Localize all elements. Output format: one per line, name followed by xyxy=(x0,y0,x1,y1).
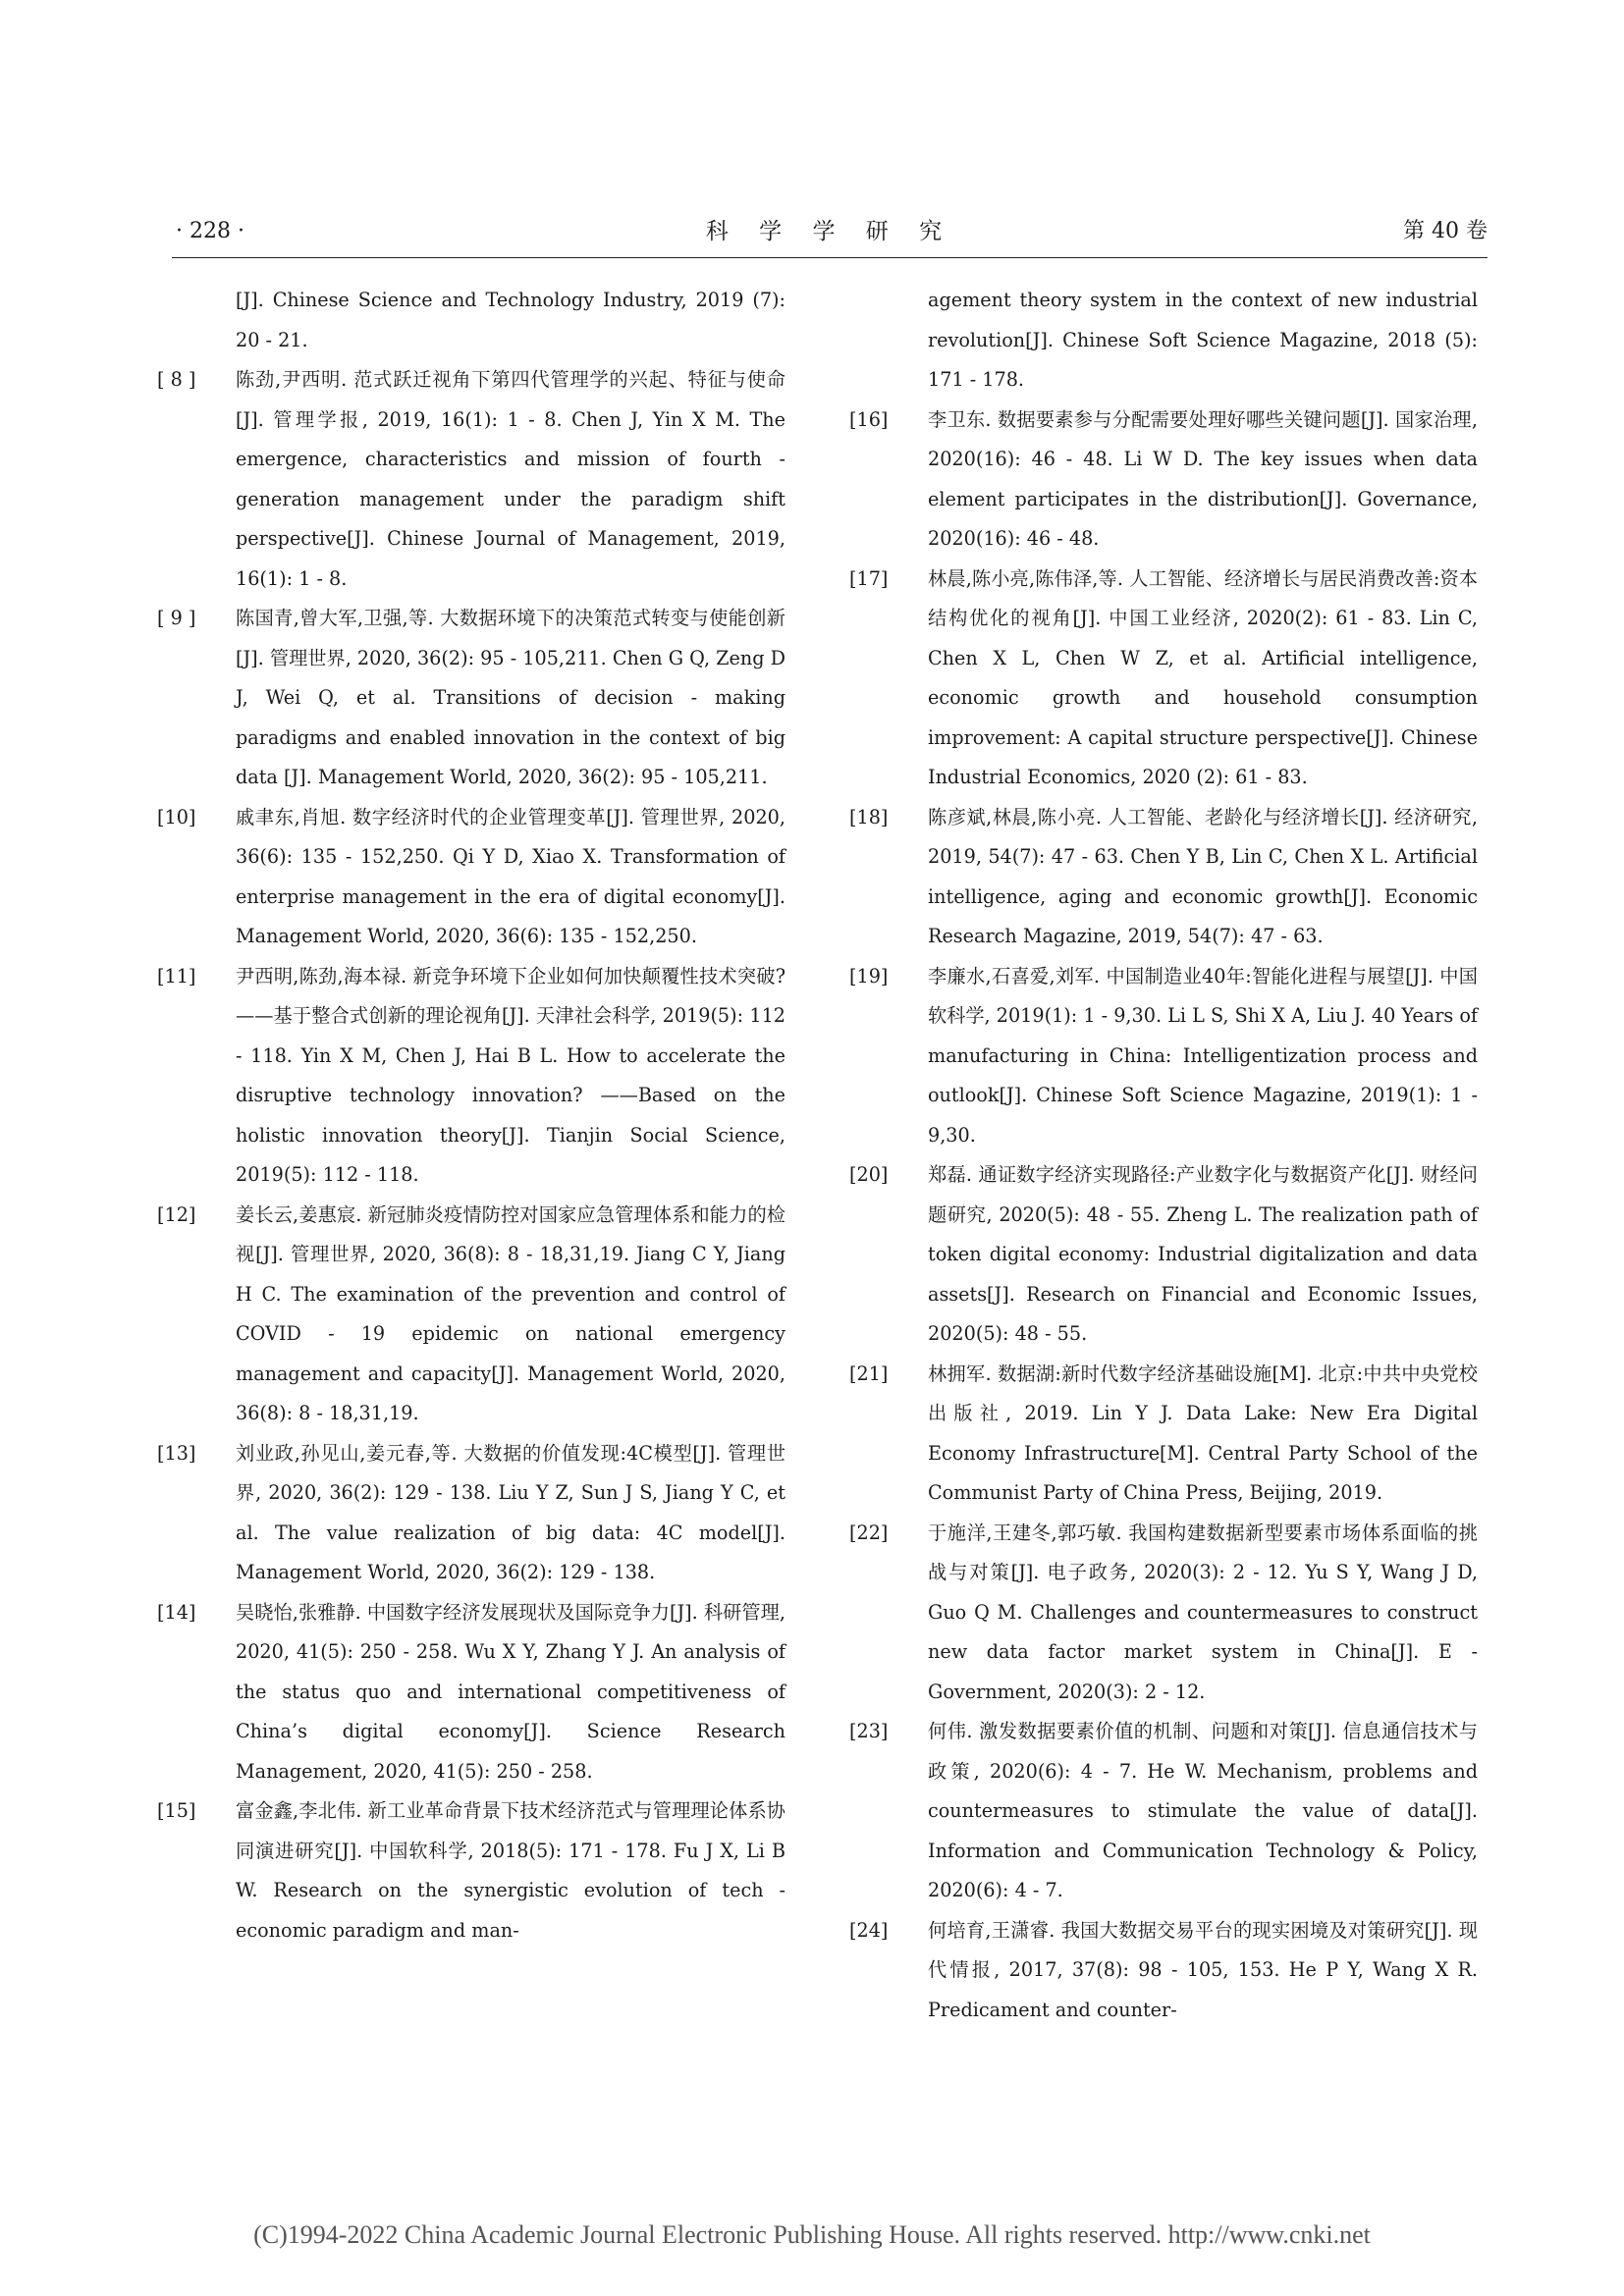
reference-text: 戚聿东,肖旭. 数字经济时代的企业管理变革[J]. 管理世界, 2020, 36(6): 135 - 152,250. Qi Y D, Xiao X. Transformation of enterprise management in the era of digital economy[J]. Management World, 2020, 36(6): 135 - 152,250. xyxy=(236,805,785,947)
reference-text: 姜长云,姜惠宸. 新冠肺炎疫情防控对国家应急管理体系和能力的检视[J]. 管理世界, 2020, 36(8): 8 - 18,31,19. Jiang C Y, Jiang H C. The examination of the prevention and control of COVID - 19 epidemic on national emergency management and capacity[J]. Management World, 2020, 36(8): 8 - 18,31,19. xyxy=(236,1202,785,1424)
reference-entry xyxy=(849,798,1478,957)
reference-text: 陈彦斌,林晨,陈小亮. 人工智能、老龄化与经济增长[J]. 经济研究, 2019, 54(7): 47 - 63. Chen Y B, Lin C, Chen X L. Artificial intelligence, aging and economic growth[J]. Economic Research Magazine, 2019, 54(7): 47 - 63. xyxy=(928,805,1478,947)
right-column xyxy=(849,281,1478,2030)
reference-text: 陈国青,曾大军,卫强,等. 大数据环境下的决策范式转变与使能创新[J]. 管理世界, 2020, 36(2): 95 - 105,211. Chen G Q, Zeng D J, Wei Q, et al. Transitions of decision - making paradigms and enabled innovation in the context of big data [J]. Management World, 2020, 36(2): 95 - 105,211. xyxy=(236,607,785,788)
reference-text: agement theory system in the context of new industrial revolution[J]. Chinese Soft Science Magazine, 2018 (5): 171 - 178. xyxy=(928,289,1478,391)
reference-entry xyxy=(849,1514,1478,1713)
reference-text: 林拥军. 数据湖:新时代数字经济基础设施[M]. 北京:中共中央党校出版社, 2019. Lin Y J. Data Lake: New Era Digital Economy Infrastructure[M]. Central Party School of the Communist Party of China Press, Beijing, 2019. xyxy=(928,1362,1478,1504)
reference-entry xyxy=(849,1355,1478,1514)
reference-text: 郑磊. 通证数字经济实现路径:产业数字化与数据资产化[J]. 财经问题研究, 2020(5): 48 - 55. Zheng L. The realization path of token digital economy: Industrial digitalization and data assets[J]. Research on Financial and Economic Issues, 2020(5): 48 - 55. xyxy=(928,1163,1478,1345)
reference-number: [ 8 ] xyxy=(157,368,196,391)
reference-entry xyxy=(157,1196,785,1434)
reference-number: [17] xyxy=(849,566,889,590)
reference-number: [ 9 ] xyxy=(157,607,196,629)
reference-number: [18] xyxy=(849,805,889,828)
reference-entry xyxy=(157,1593,785,1792)
reference-number: [22] xyxy=(849,1521,889,1544)
reference-text: 尹西明,陈劲,海本禄. 新竞争环境下企业如何加快颠覆性技术突破?——基于整合式创新的理论视角[J]. 天津社会科学, 2019(5): 112 - 118. Yin X M, Chen J, Hai B L. How to accelerate the disruptive technology innovation? ——Based on the holistic innovation theory[J]. Tianjin Social Science, 2019(5): 112 - 118. xyxy=(236,964,785,1186)
volume-label: 第 40 卷 xyxy=(1403,219,1488,243)
reference-entry xyxy=(849,1911,1478,2031)
reference-entry xyxy=(157,798,785,957)
left-column xyxy=(157,281,785,1950)
reference-entry xyxy=(849,1712,1478,1911)
reference-entry xyxy=(157,360,785,599)
reference-entry xyxy=(849,281,1478,400)
reference-entry xyxy=(157,957,785,1196)
reference-number: [14] xyxy=(157,1600,196,1624)
reference-entry xyxy=(849,1155,1478,1355)
reference-number: [21] xyxy=(849,1362,889,1385)
reference-text: 林晨,陈小亮,陈伟泽,等. 人工智能、经济增长与居民消费改善:资本结构优化的视角[J]. 中国工业经济, 2020(2): 61 - 83. Lin C, Chen X L, Chen W Z, et al. Artificial intelligence, economic growth and household consumption improvement: A capital structure perspective[J]. Chinese Industrial Economics, 2020 (2): 61 - 83. xyxy=(928,566,1478,788)
copyright-footer: (C)1994-2022 China Academic Journal Electronic Publishing House. All rights reserved. http://www.cnki.net xyxy=(253,2220,1371,2249)
journal-title: 科 学 学 研 究 xyxy=(705,219,954,244)
reference-number: [19] xyxy=(849,964,889,988)
reference-entry xyxy=(157,599,785,798)
reference-number: [16] xyxy=(849,407,889,431)
reference-entry xyxy=(849,957,1478,1156)
reference-entry xyxy=(157,281,785,360)
reference-text: 陈劲,尹西明. 范式跃迁视角下第四代管理学的兴起、特征与使命[J]. 管理学报, 2019, 16(1): 1 - 8. Chen J, Yin X M. The emergence, characteristics and mission of fourth - generation management under the paradigm shift perspective[J]. Chinese Journal of Management, 2019, 16(1): 1 - 8. xyxy=(236,368,785,590)
reference-entry xyxy=(849,400,1478,560)
reference-number: [20] xyxy=(849,1163,889,1186)
reference-number: [10] xyxy=(157,805,196,828)
reference-text: 富金鑫,李北伟. 新工业革命背景下技术经济范式与管理理论体系协同演进研究[J]. 中国软科学, 2018(5): 171 - 178. Fu J X, Li B W. Research on the synergistic evolution of tech - economic paradigm and man- xyxy=(236,1799,785,1942)
running-header xyxy=(172,214,1488,249)
reference-number: [15] xyxy=(157,1799,196,1822)
reference-text: 于施洋,王建冬,郭巧敏. 我国构建数据新型要素市场体系面临的挑战与对策[J]. 电子政务, 2020(3): 2 - 12. Yu S Y, Wang J D, Guo Q M. Challenges and countermeasures to construct new data factor market system in China[J]. E - Government, 2020(3): 2 - 12. xyxy=(928,1521,1478,1703)
reference-text: [J]. Chinese Science and Technology Industry, 2019 (7): 20 - 21. xyxy=(236,289,785,351)
header-rule xyxy=(172,257,1488,258)
reference-number: [13] xyxy=(157,1441,196,1465)
reference-text: 李廉水,石喜爱,刘军. 中国制造业40年:智能化进程与展望[J]. 中国软科学, 2019(1): 1 - 9,30. Li L S, Shi X A, Liu J. 40 Years of manufacturing in China: Intelligentization process and outlook[J]. Chinese Soft Science Magazine, 2019(1): 1 - 9,30. xyxy=(928,964,1478,1147)
page-number: · 228 · xyxy=(176,219,244,243)
reference-number: [11] xyxy=(157,964,196,988)
reference-entry xyxy=(157,1791,785,1950)
reference-entry xyxy=(849,560,1478,798)
reference-text: 何伟. 激发数据要素价值的机制、问题和对策[J]. 信息通信技术与政策, 2020(6): 4 - 7. He W. Mechanism, problems and countermeasures to stimulate the value of data[J]. Information and Communication Technology & Policy, 2020(6): 4 - 7. xyxy=(928,1720,1478,1901)
reference-text: 李卫东. 数据要素参与分配需要处理好哪些关键问题[J]. 国家治理, 2020(16): 46 - 48. Li W D. The key issues when data element participates in the distribution[J]. Governance, 2020(16): 46 - 48. xyxy=(928,407,1478,550)
reference-number: [24] xyxy=(849,1918,889,1942)
reference-number: [23] xyxy=(849,1720,889,1742)
reference-number: [12] xyxy=(157,1202,196,1226)
reference-text: 刘业政,孙见山,姜元春,等. 大数据的价值发现:4C模型[J]. 管理世界, 2020, 36(2): 129 - 138. Liu Y Z, Sun J S, Jiang Y C, et al. The value realization of big data: 4C model[J]. Management World, 2020, 36(2): 129 - 138. xyxy=(236,1441,785,1583)
reference-text: 何培育,王潇睿. 我国大数据交易平台的现实困境及对策研究[J]. 现代情报, 2017, 37(8): 98 - 105, 153. He P Y, Wang X R. Predicament and counter- xyxy=(928,1918,1478,2021)
reference-entry xyxy=(157,1434,785,1593)
reference-text: 吴晓怡,张雅静. 中国数字经济发展现状及国际竞争力[J]. 科研管理, 2020, 41(5): 250 - 258. Wu X Y, Zhang Y J. An analysis of the status quo and international competitiveness of China’s digital economy[J]. Science Research Management, 2020, 41(5): 250 - 258. xyxy=(236,1600,785,1783)
